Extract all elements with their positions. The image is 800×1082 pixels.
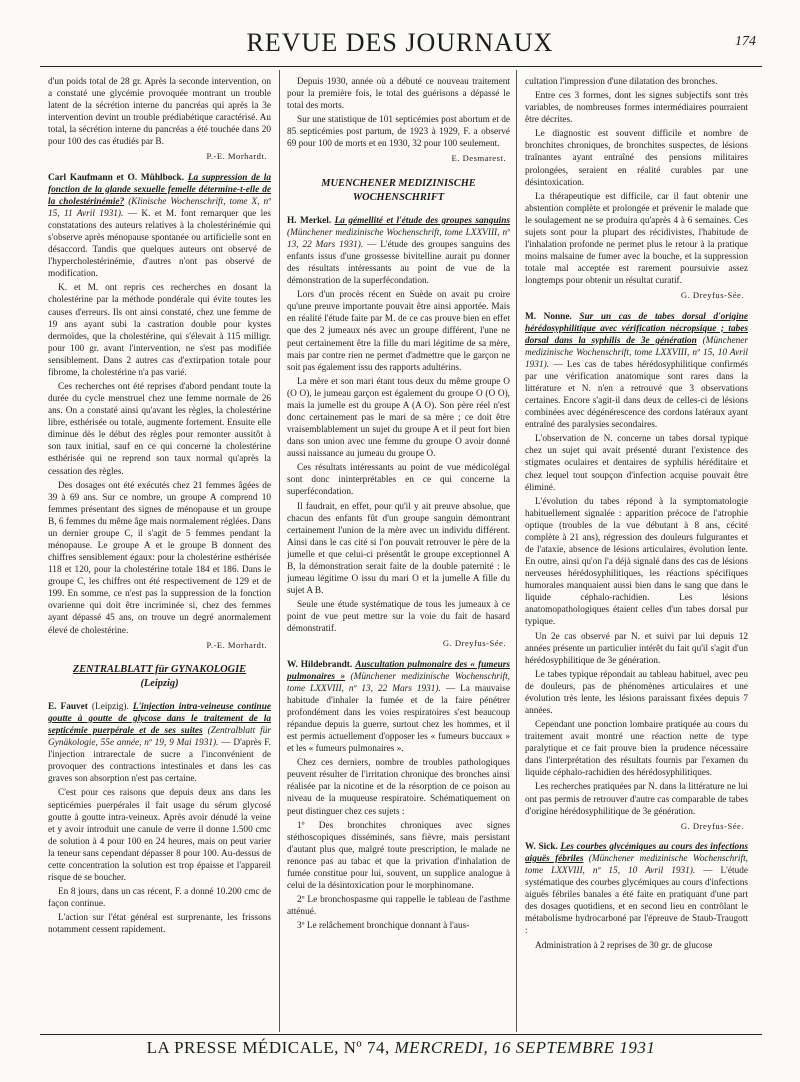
article-source: (Klinische Wochenschrift, tome X, nº 15, 11 Avril 1931). [48, 196, 271, 219]
article-authors: W. Sick. [525, 841, 558, 852]
article-authors: Carl Kaufmann et O. Mühlbock. [48, 172, 185, 183]
article-paragraph: 3º Le relâchement bronchique donnant à l'aus- [297, 921, 470, 932]
page-number: 174 [735, 34, 756, 49]
page-footer [40, 1038, 762, 1058]
article-paragraph: Ces recherches ont été reprises d'abord pendant toute la durée du cycle menstruel chez une femme normale de 26 ans. On a constaté ainsi qu'avant les règles, la cholestérine libre, esthérisée ou totale, augmente fortement. Ensuite elle diminue dès le début des règles pour remonter aussitôt à son taux initial, sauf en ce qui concerne la cholestérine esthérisée qui ne reprend son taux normal qu'après la cessation des règles. [48, 381, 271, 477]
article-sick [525, 841, 748, 938]
section-heading [48, 663, 271, 691]
col2-intro: Depuis 1930, année où a débuté ce nouveau traitement pour la première fois, le total des guérisons a dépassé le total des morts. [287, 77, 510, 112]
article-title: Sur un cas de tabes dorsal d'origine hérédosyphilitique avec vérification nécropsique ; tabes dorsal dans la syphilis de 3e génération [525, 311, 748, 346]
section-heading [287, 177, 510, 205]
article-paragraph: K. et M. ont repris ces recherches en dosant la cholestérine par la méthode pondérale qui évite toutes les causes d'erreurs. Ils ont ainsi constaté, chez une femme de 19 ans ayant subi la castration double pour kystes dermoïdes, que la cholestérine, qui s'élevait à 115 milligr. pour 100 gr. avant l'intervention, ne s'est pas modifiée sensiblement. Dans 2 autres cas d'extirpation totale pour fibrome, la cholestérine n'a pas varié. [48, 283, 271, 378]
column-2 [287, 76, 510, 1031]
footer-date: MERCREDI, 16 SEPTEMBRE 1931 [394, 1038, 656, 1057]
article-paragraph: La thérapeutique est difficile, car il faut obtenir une abstention complète et prolongée et prévenir le malade que le soulagement ne se produira qu'après 4 à 6 semaines. Ces sujets sont pour la plupart des récidivistes, l'habitude de l'inhalation profonde ne permet plus le retour à la pratique moins malsaine de fumer avec la bouche, et la suppression totale mal acceptée est rarement poursuivie assez longtemps pour obtenir un résultat curatif. [525, 191, 748, 287]
column-3 [525, 76, 748, 1031]
column-divider-1 [279, 70, 280, 1032]
section-title: MUENCHENER MEDIZINISCHE WOCHENSCHRIFT [321, 177, 476, 203]
section-subtitle: (Leipzig) [140, 677, 179, 689]
article-authors: W. Hildebrandt. [287, 659, 353, 670]
signature: P.-E. Morhardt. [206, 151, 267, 162]
article-paragraph: — K. et M. font remarquer que les constatations des auteurs relatives à la cholestérinémie qui s'observe après ménopause spontanée ou artificielle sont en désaccord. Tandis que quelques auteurs ont observé de l'hypercholestérinémie, d'autres n'ont pas observé de modification. [48, 208, 271, 280]
signature: G. Dreyfus-Sée. [680, 290, 744, 301]
article-nonne [525, 311, 748, 432]
column-divider-2 [516, 70, 517, 1032]
article-paragraph: L'action sur l'état général est surprenante, les frissons notamment cessent rapidement. [48, 913, 271, 936]
page-header [40, 22, 760, 62]
article-paragraph: — La mauvaise habitude d'inhaler la fumée et de la faire pénétrer profondément dans les voies respiratoires s'est beaucoup répandue depuis la guerre, surtout chez les hommes, et il est permis actuellement d'opposer les « fumeurs buccaux » et les « fumeurs pulmonaires ». [287, 683, 510, 755]
article-merkel [287, 215, 510, 287]
article-paragraph: En 8 jours, dans un cas récent, F. a donné 10.200 cmc de façon continue. [48, 887, 271, 910]
article-title: L'injection intra-veineuse continue goutte à goutte de glycose dans le traitement de la septicémie puerpérale et de ses suites [48, 701, 271, 737]
article-paragraph: Le tabes typique répondait au tableau habituel, avec peu de douleurs, pas de phénomènes articulaires et une évolution très lente, les lésions paraissant fixées depuis 7 années. [525, 669, 748, 716]
article-paragraph: Des dosages ont été exécutés chez 21 femmes âgées de 39 à 69 ans. Sur ce nombre, un groupe A comprend 10 femmes présentant des signes de ménopause et un groupe B, 6 femmes du même âge mais normalement réglées. Dans un dernier groupe C, il s'agit de 5 femmes pendant la ménopause. Le groupe A et le groupe B donnent des chiffres sensiblement égaux: pour la cholestérine esthérisée 118 et 120, pour la cholestérine totale 184 et 186. Dans le groupe C, les chiffres ont été respectivement de 129 et de 199. En somme, ce n'est pas la suppression de la fonction ovarienne qui doit être incriminée si, chez des femmes ayant dépassé 45 ans, on trouve un degré anormalement élevé de cholestérine. [48, 480, 271, 636]
article-kaufmann [48, 172, 271, 281]
article-paragraph: Entre ces 3 formes, dont les signes subjectifs sont très variables, de nombreuses formes intermédiaires pourraient être décrites. [525, 91, 748, 126]
article-paragraph: 1º Des bronchites chroniques avec signes stéthoscopiques disséminés, sans fièvre, mais persistant d'autant plus que, malgré toute prescription, le malade ne renonce pas au tabac et que la privation d'inhalation de fumée constitue pour lui, souvent, un supplice analogue à celui de la désintoxication pour le morphinomane. [287, 820, 510, 891]
footer-journal: LA PRESSE MÉDICALE, [146, 1038, 339, 1057]
signature: E. Desmarest. [451, 153, 506, 164]
article-paragraph: — L'étude des groupes sanguins des enfants issus d'une grossesse bivitelline aurait pu donner des résultats intéressants au point de vue de la démonstration de la superfécondation. [287, 239, 510, 287]
article-paragraph: Les recherches pratiquées par N. dans la littérature ne lui ont pas permis de retrouver d'autre cas comparable de tabes d'origine hérédosyphilitique de 3e génération. [525, 782, 748, 817]
article-title: Les courbes glycémiques au cours des infections aiguës fébriles [525, 841, 748, 864]
article-paragraph: L'évolution du tabes répond à la symptomatologie habituellement signalée : apparition précoce de l'atrophie optique (troubles de la vue débutant à 8 ans, cécité complète à 21 ans), régression des douleurs fulgurantes et de l'ataxie, absence de lésions articulaires, évolution lente. En outre, ainsi qu'on l'a déjà signalé dans des cas de lésions nerveuses hérédosyphilitiques, les réactions spécifiques humorales manquaient aussi bien dans le sang que dans le liquide céphalo-rachidien. Les lésions anatomopathologiques étaient celles d'un tabes dorsal pur typique. [525, 496, 748, 628]
article-paragraph: Cependant une ponction lombaire pratiquée au cours du traitement avait montré une réaction nette de type paralytique et ce fait prouve bien la prudence nécessaire dans l'interprétation des résultats fournis par l'examen du liquide céphalo-rachidien des hérédosyphilitiques. [525, 720, 748, 779]
article-paragraph: Seule une étude systématique de tous les jumeaux à ce point de vue peut mettre sur la voie du fait de hasard démonstratif. [287, 600, 510, 635]
section-title: ZENTRALBLATT für GYNAKOLOGIE [72, 663, 247, 675]
signature: G. Dreyfus-Sée. [442, 638, 506, 649]
article-fauvet [48, 701, 271, 786]
signature: G. Dreyfus-Sée. [680, 820, 744, 831]
article-source: (Münchener medizinische Wochenschrift, tome LXXVIII, nº 13, 22 Mars 1931). [287, 671, 510, 694]
article-source: (Zentralblatt für Gynäkologie, 55e année, nº 19, 9 Mai 1931). [48, 726, 271, 749]
article-paragraph: — L'étude systématique des courbes glycémiques au cours d'infections aiguës fébriles banales a été faite en pratiquant d'une part des dosages quotidiens, et en second lieu en contrôlant le métabolisme hydrocarboné par l'épreuve de Staub-Traugott : [525, 866, 748, 937]
footer-rule [40, 1034, 762, 1035]
article-paragraph: L'observation de N. concerne un tabes dorsal typique chez un sujet qui avait présenté durant l'existence des stigmates oculaires et dentaires de syphilis héréditaire et chez lequel tout soupçon d'infection acquise pouvait être éliminé. [525, 434, 748, 493]
article-place: (Leipzig). [91, 701, 129, 712]
article-paragraph: Administration à 2 reprises de 30 gr. de glucose [535, 940, 713, 951]
article-paragraph: — D'après F. l'injection intrarectale de sucre a l'inconvénient de provoquer des contractions intestinales et dans les cas graves son absorption n'est pas certaine. [48, 738, 271, 785]
article-source: (Münchener medizinische Wochenschrift, tome LXXVIII, nº 13, 22 Mars 1931). [287, 227, 510, 250]
article-paragraph: La mère et son mari étant tous deux du même groupe O (O O), le jumeau garçon est également du groupe O (O O), mais la jumelle est du groupe A (A O). Son père réel n'est donc certainement pas le mari de sa mère ; ce doit être vraisemblablement un sujet du groupe A et il peut fort bien dans son union avec une femme du groupe O avoir donné aussi naissance au jumeau du groupe O. [287, 376, 510, 460]
col1-intro: d'un poids total de 28 gr. Après la seconde intervention, on a constaté une glycémie provoquée montrant un trouble latent de la sécrétion interne du pancréas qui après la 3e intervention devint un trouble prédiabétique caractérisé. Au total, la sécrétion interne du pancréas a été touchée dans 20 pour 100 des cas étudiés par B. [48, 77, 271, 148]
article-title: La gémellité et l'étude des groupes sanguins [334, 215, 510, 226]
article-paragraph: Ces résultats intéressants au point de vue médicolégal sont donc ininterprétables en ce qui concerne la superfécondation. [287, 463, 510, 498]
article-paragraph: Un 2e cas observé par N. et suivi par lui depuis 12 années présente un particulier intérêt du fait qu'il s'agit d'un hérédosyphilitique de 3e génération. [525, 631, 748, 666]
article-paragraph: Lors d'un procès récent en Suède on avait pu croire qu'une preuve importante pouvait être ainsi apportée. Mais en réalité l'étude faite par M. de ce cas prouve bien en effet que des 2 jumeaux nés avec un groupe différent, l'une ne peut certainement être la fille du mari légitime de sa mère, mais par contre rien ne permet d'admettre que le garçon ne soit pas également issu des rapports adultérins. [287, 290, 510, 373]
signature: P.-E. Morhardt. [206, 639, 267, 650]
article-paragraph: 2º Le bronchospasme qui rappelle le tableau de l'asthme atténué. [287, 895, 510, 918]
article-title: La suppression de la fonction de la glande sexuelle femelle détermine-t-elle de la cholestérinémie? [48, 172, 271, 207]
article-paragraph: — Les cas de tabes hérédosyphilitique confirmés par une vérification anatomique sont rares dans la littérature et N. n'en a retrouvé que 3 observations certaines. Encore s'agit-il dans deux de celles-ci de lésions combinées avec dégénérescence des cordons latéraux ayant entraîné des paralysies secondaires. [525, 359, 748, 431]
journal-section-title: REVUE DES JOURNAUX [246, 28, 554, 57]
footer-issue: Nº 74, [343, 1038, 390, 1057]
article-source: (Münchener medizinische Wochenschrift, tome LXXVIII, nº 15, 10 Avril 1931). [525, 853, 748, 877]
article-paragraph: Il faudrait, en effet, pour qu'il y ait preuve absolue, que chacun des enfants fût d'un groupe sanguin démontrant certainement l'union de la mère avec un individu différent. Ainsi dans le cas cité si l'on pouvait retrouver le père de la jumelle et que celui-ci présentât le groupe exceptionnel A B, la démonstration serait faite de la double paternité : le jumeau légitime O issu du mari O et la jumelle A fille du sujet A B. [287, 501, 510, 597]
article-paragraph: Le diagnostic est souvent difficile et nombre de bronchites chroniques, de bronchites suspectes, de lésions traînantes ayant entraîné des pensions militaires prolongées, seraient en réalité curables par une désintoxication. [525, 129, 748, 188]
article-title: Auscultation pulmonaire des « fumeurs pulmonaires » [287, 659, 510, 682]
article-hildebrandt [287, 659, 510, 756]
article-paragraph: Chez ces derniers, nombre de troubles pathologiques peuvent résulter de l'irritation chronique des bronches ainsi réalisée par la nicotine et de la résorption de ce poison au niveau de la muqueuse respiratoire. Schématiquement on peut distinguer chez ces sujets : [287, 758, 510, 817]
col3-intro: cultation l'impression d'une dilatation des bronches. [525, 77, 718, 87]
article-paragraph: C'est pour ces raisons que depuis deux ans dans les septicémies puerpérales il fait usage du sérum glycosé goutte à goutte intra-veineux. Après avoir dénudé la veine et y avoir introduit une canule de verre il donne 1.500 cmc de solution à 4 pour 100 en 24 heures, mais on peut varier la teneur sans cependant dépasser 8 pour 100. Au-dessus de cette concentration la solution est trop épaisse et l'appareil risque de se boucher. [48, 788, 271, 883]
article-source: (Münchener medizinische Wochenschrift, tome LXXVIII, nº 15, 10 Avril 1931). [525, 335, 748, 370]
column-1 [48, 76, 271, 1031]
col2-intro-2: Sur une statistique de 101 septicémies post abortum et de 85 septicémies post partum, de 1923 à 1929, F. a observé 69 pour 100 de morts et en 1930, 32 pour 100 seulement. [287, 115, 510, 150]
header-rule [40, 66, 762, 67]
article-authors: M. Nonne. [525, 311, 572, 322]
article-authors: E. Fauvet [48, 701, 88, 712]
article-authors: H. Merkel. [287, 215, 332, 226]
